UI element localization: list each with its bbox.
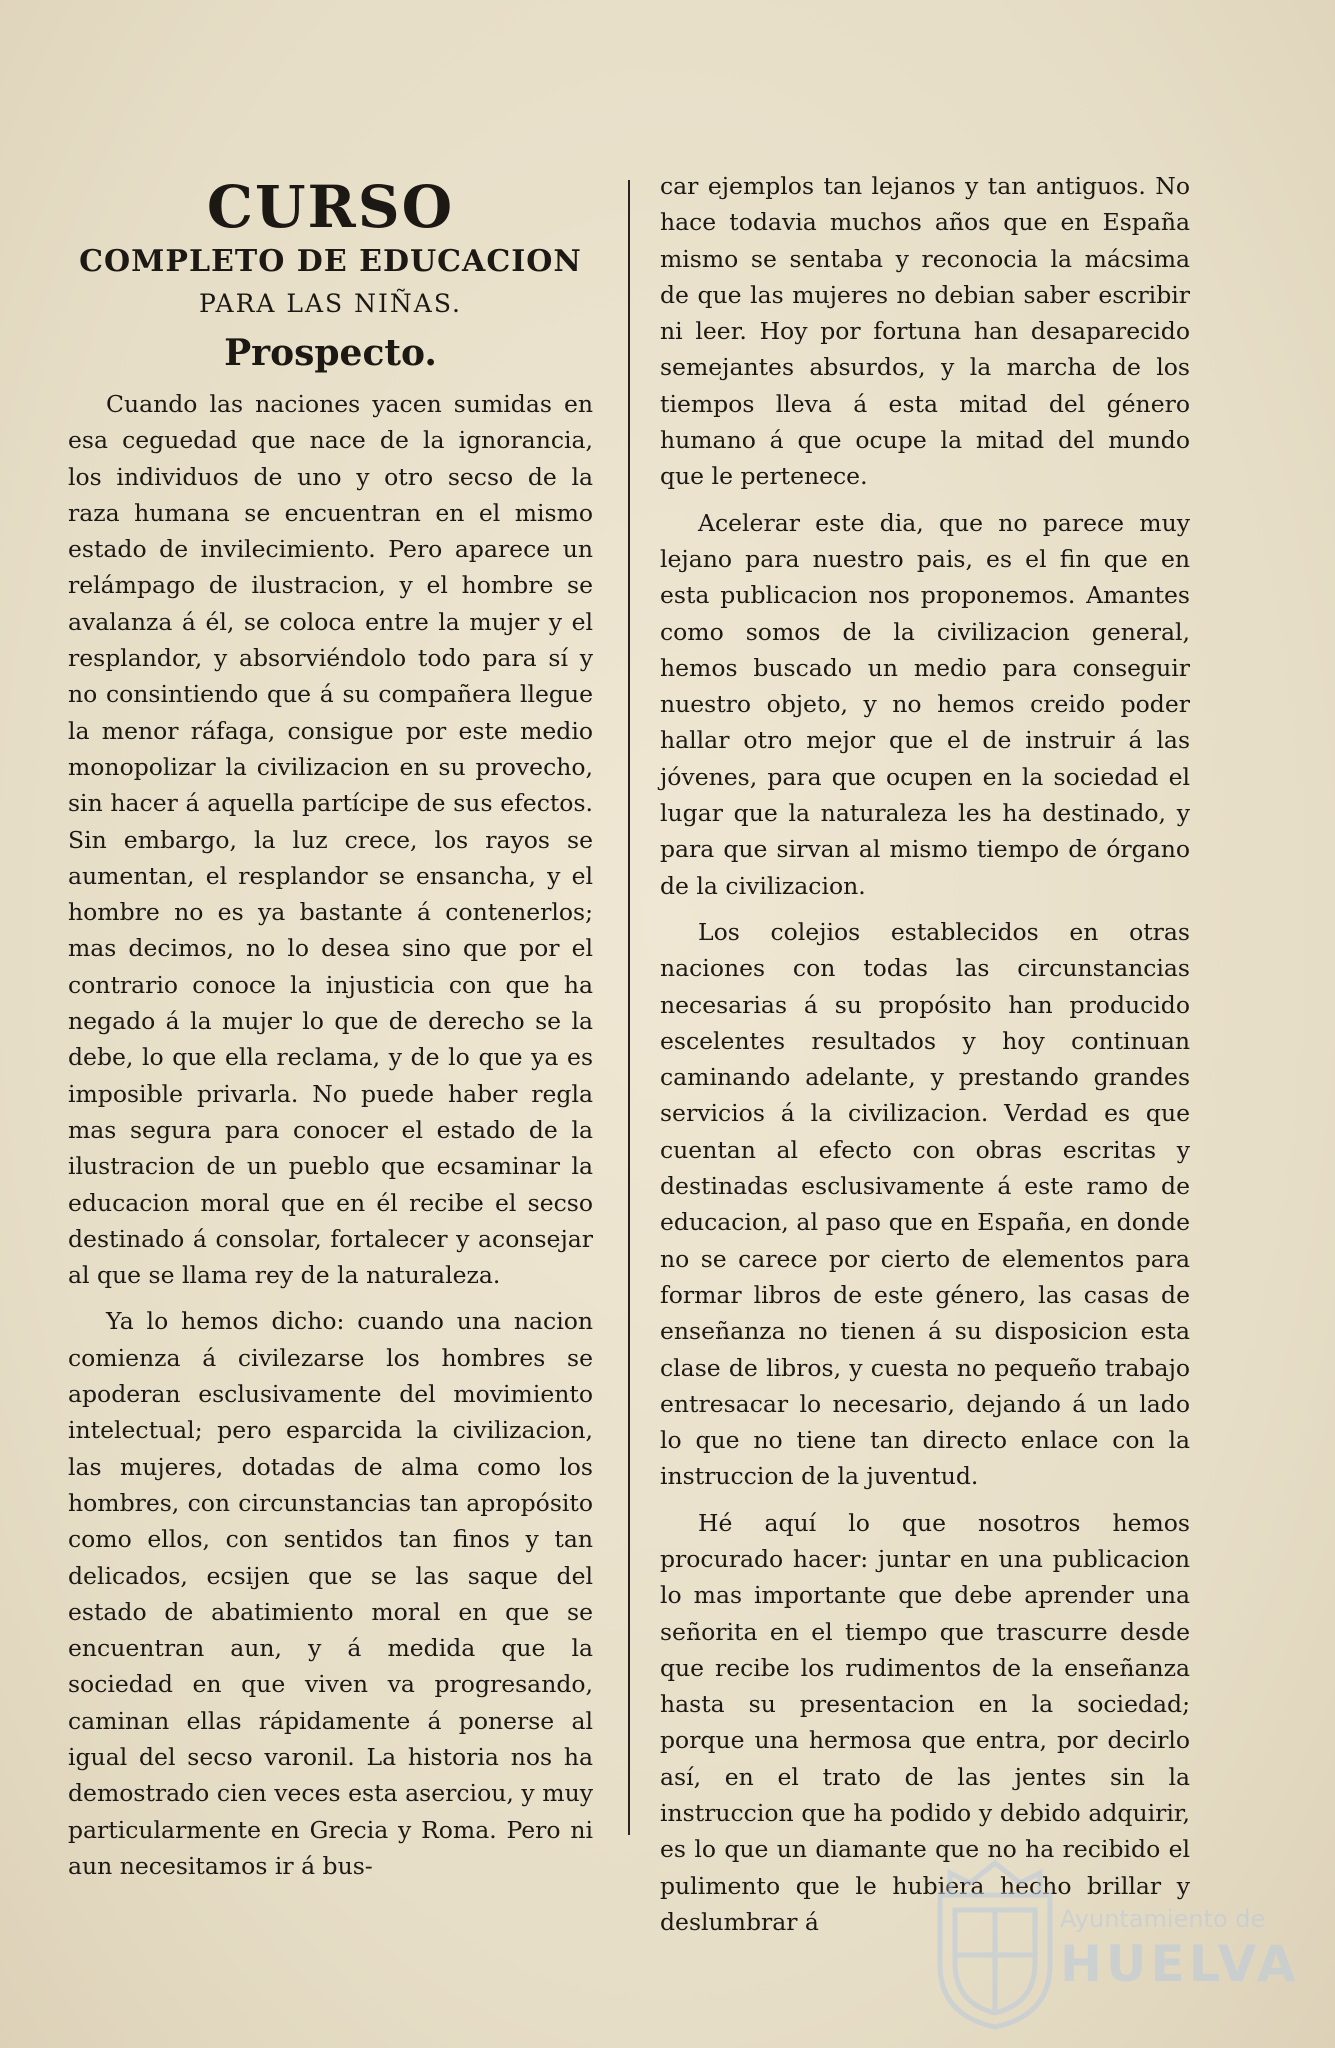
watermark-title: HUELVA xyxy=(1060,1935,1300,1993)
paragraph: Cuando las naciones yacen sumidas en esa ceguedad que nace de la ignorancia, los individuos de uno y otro secso de la raza humana se encuentran en el mismo estado de invilecimiento. Pero aparece un relámpago de ilustracion, y el hombre se avalanza á él, se coloca entre la mujer y el resplandor, y absorviéndolo todo para sí y no consintiendo que á su compañera llegue la menor ráfaga, consigue por este medio monopolizar la civilizacion en su provecho, sin hacer á aquella partícipe de sus efectos. Sin embargo, la luz crece, los rayos se aumentan, el resplandor se ensancha, y el hombre no es ya bastante á contenerlos; mas decimos, no lo desea sino que por el contrario conoce la injusticia con que ha negado á la mujer lo que de derecho se la debe, lo que ella reclama, y de lo que ya es imposible privarla. No puede haber regla mas segura para conocer el estado de la ilustracion de un pueblo que ecsaminar la educacion moral que en él recibe el secso destinado á consolar, fortalecer y aconsejar al que se llama rey de la naturaleza. xyxy=(68,390,593,1290)
paragraph: Ya lo hemos dicho: cuando una nacion comienza á civilezarse los hombres se apoderan esclusivamente del movimiento intelectual; pero esparcida la civilizacion, las mujeres, dotadas de alma como los hombres, con circunstancias tan apropósito como ellos, con sentidos tan finos y tan delicados, ecsijen que se las saque del estado de abatimiento moral en que se encuentran aun, y á medida que la sociedad en que viven va progresando, caminan ellas rápidamente á ponerse al igual del secso varonil. La historia nos ha demostrado cien veces esta aserciou, y muy particularmente en Grecia y Roma. Pero ni aun necesitamos ir á bus- xyxy=(68,1307,593,1880)
title-completo: COMPLETO DE EDUCACION xyxy=(79,244,582,279)
column-divider xyxy=(628,180,630,1835)
paragraph: Acelerar este dia, que no parece muy lejano para nuestro pais, es el fin que en esta publicacion nos proponemos. Amantes como somos de la civilizacion general, hemos buscado un medio para conseguir nuestro objeto, y no hemos creido poder hallar otro mejor que el de instruir á las jóvenes, para que ocupen en la sociedad el lugar que la naturaleza les ha destinado, y para que sirvan al mismo tiempo de órgano de la civilizacion. xyxy=(660,508,1190,900)
title-prospecto: Prospecto. xyxy=(224,332,437,374)
left-column xyxy=(68,168,593,1884)
city-shield-icon xyxy=(920,1855,1070,2035)
right-column xyxy=(660,168,1190,1940)
watermark xyxy=(920,1855,1320,2035)
paragraph: Hé aquí lo que nosotros hemos procurado hacer: juntar en una publicacion lo mas importante que debe aprender una señorita en el tiempo que trascurre desde que recibe los rudimentos de la enseñanza hasta su presentacion en la sociedad; porque una hermosa que entra, por decirlo así, en el trato de las jentes sin la instruccion que ha podido y debido adquirir, es lo que un diamante que no ha recibido el pulimento que le hubiera hecho brillar y deslumbrar á xyxy=(660,1508,1190,1936)
paragraph: Los colejios establecidos en otras naciones con todas las circunstancias necesarias á su propósito han producido escelentes resultados y hoy continuan caminando adelante, y prestando grandes servicios á la civilizacion. Verdad es que cuentan al efecto con obras escritas y destinadas esclusivamente á este ramo de educacion, al paso que en España, en donde no se carece por cierto de elementos para formar libros de este género, las casas de enseñanza no tienen á su disposicion esta clase de libros, y cuesta no pequeño trabajo entresacar lo necesario, dejando á un lado lo que no tiene tan directo enlace con la instruccion de la juventud. xyxy=(660,917,1190,1491)
title-curso: CURSO xyxy=(206,173,455,241)
paragraph: car ejemplos tan lejanos y tan antiguos. No hace todavia muchos años que en España mismo se sentaba y reconocia la mácsima de que las mujeres no debian saber escribir ni leer. Hoy por fortuna han desaparecido semejantes absurdos, y la marcha de los tiempos lleva á esta mitad del género humano á que ocupe la mitad del mundo que le pertenece. xyxy=(660,172,1190,491)
watermark-text: Ayuntamiento de xyxy=(1060,1905,1266,1933)
title-ninas: PARA LAS NIÑAS. xyxy=(199,289,462,318)
